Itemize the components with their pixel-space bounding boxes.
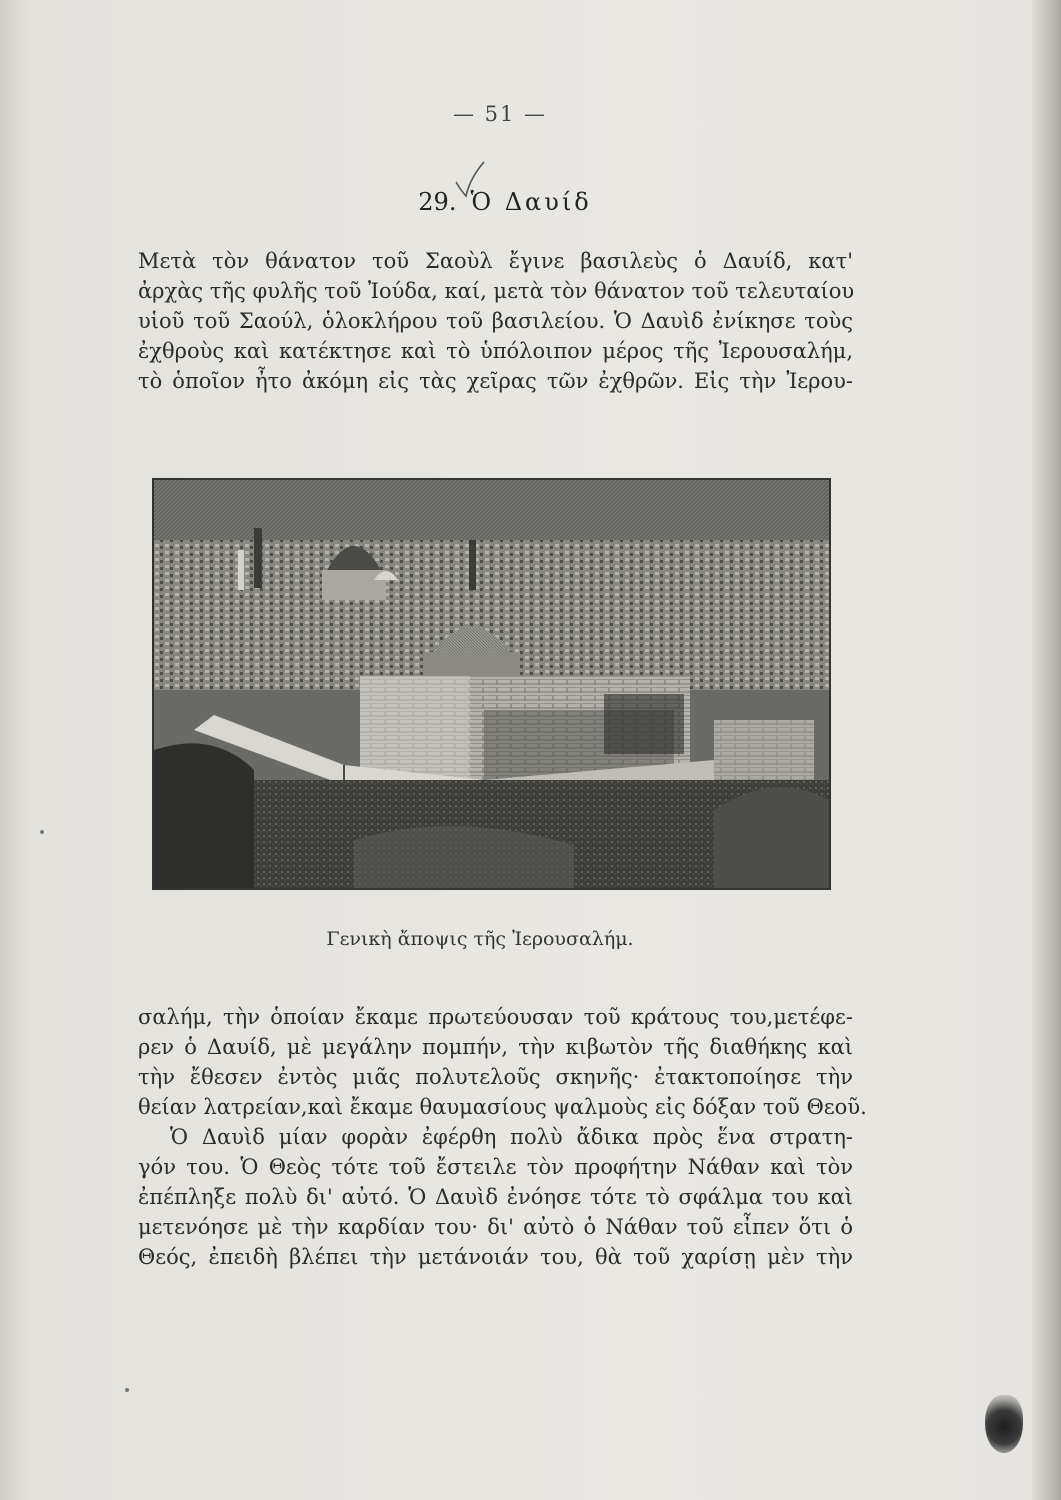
text-line: ἐχθροὺς καὶ κατέκτησε καὶ τὸ ὑπόλοιπον μέρος τῆς Ἰερουσαλήμ, bbox=[138, 339, 853, 363]
chapter-number: 29. bbox=[418, 188, 457, 216]
page-speck bbox=[40, 830, 44, 834]
text-line: Ὁ Δαυὶδ μίαν φορὰν ἐφέρθη πολὺ ἄδικα πρὸς ἕνα στρατη- bbox=[170, 1125, 853, 1149]
text-line: θείαν λατρείαν,καὶ ἔκαμε θαυμασίους ψαλμοὺς εἰς δόξαν τοῦ Θεοῦ. bbox=[138, 1095, 867, 1119]
text-line: γόν του. Ὁ Θεὸς τότε τοῦ ἔστειλε τὸν προφήτην Νάθαν καὶ τὸν bbox=[138, 1155, 853, 1179]
text-line: Μετὰ τὸν θάνατον τοῦ Σαοὺλ ἔγινε βασιλεὺς ὁ Δαυίδ, κατ' bbox=[138, 249, 853, 273]
text-line: υἱοῦ τοῦ Σαούλ, ὁλοκλήρου τοῦ βασιλείου. Ὁ Δαυὶδ ἐνίκησε τοὺς bbox=[138, 309, 853, 333]
jerusalem-illustration bbox=[152, 478, 831, 890]
chapter-heading bbox=[0, 188, 1010, 216]
text-line: τὴν ἔθεσεν ἐντὸς μιᾶς πολυτελοῦς σκηνῆς· ἐτακτοποίησε τὴν bbox=[138, 1065, 853, 1089]
text-line: ρεν ὁ Δαυίδ, μὲ μεγάλην πομπήν, τὴν κιβωτὸν τῆς διαθήκης καὶ bbox=[138, 1035, 853, 1059]
text-line: ἐπέπληξε πολὺ δι' αὐτό. Ὁ Δαυὶδ ἐνόησε τότε τὸ σφάλμα του καὶ bbox=[138, 1185, 853, 1209]
text-line: μετενόησε μὲ τὴν καρδίαν του· δι' αὐτὸ ὁ Νάθαν τοῦ εἶπεν ὅτι ὁ bbox=[138, 1215, 853, 1239]
page-fold-shadow bbox=[1032, 0, 1061, 1500]
text-line: σαλήμ, τὴν ὁποίαν ἔκαμε πρωτεύουσαν τοῦ κράτους του,μετέφε- bbox=[138, 1005, 853, 1029]
text-line: ἀρχὰς τῆς φυλῆς τοῦ Ἰούδα, καί, μετὰ τὸν θάνατον τοῦ τελευταίου bbox=[138, 279, 855, 303]
ink-stain bbox=[985, 1395, 1023, 1453]
text-line: τὸ ὁποῖον ἦτο ἀκόμη εἰς τὰς χεῖρας τῶν ἐχθρῶν. Εἰς τὴν Ἰερου- bbox=[138, 369, 853, 393]
paragraph-opening bbox=[138, 246, 853, 396]
page-number: — 51 — bbox=[452, 102, 548, 126]
text-line: Θεός, ἐπειδὴ βλέπει τὴν μετάνοιάν του, θὰ τοῦ χαρίσῃ μὲν τὴν bbox=[138, 1245, 853, 1269]
figure-caption: Γενικὴ ἄποψις τῆς Ἰερουσαλήμ. bbox=[326, 928, 634, 950]
page-speck bbox=[125, 1388, 129, 1392]
chapter-title: Ὁ Δαυίδ bbox=[470, 188, 592, 216]
paragraph-continuation bbox=[138, 1002, 867, 1272]
jerusalem-engraving-icon bbox=[154, 480, 829, 888]
